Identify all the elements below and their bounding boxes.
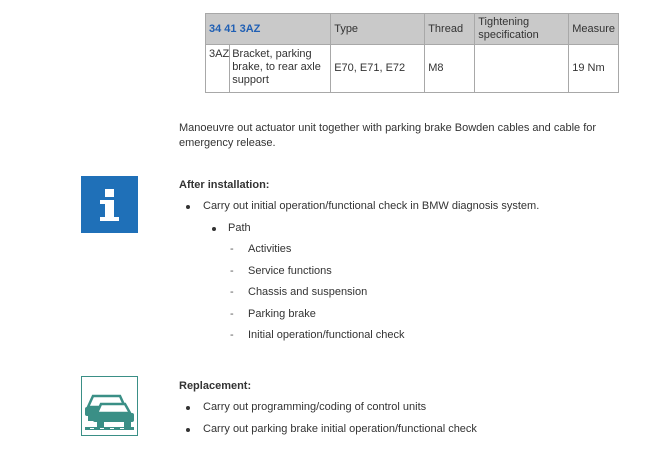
path-item: Chassis and suspension [248,286,368,298]
path-dash: - [230,286,234,298]
cell-description: Bracket, parking brake, to rear axle support [230,45,331,93]
path-dash: - [230,265,234,277]
cell-thread: M8 [425,45,475,93]
bullet-dot [186,205,190,209]
replacement-bullet: Carry out programming/coding of control units [203,401,427,413]
cell-tightening [475,45,569,93]
bullet-dot [186,406,190,410]
tightening-spec-table [205,13,619,93]
header-thread: Thread [425,14,475,45]
cell-position: 3AZ [206,45,230,93]
path-dash: - [230,243,234,255]
vehicle-diagnosis-icon [81,376,138,436]
header-measure: Measure [569,14,619,45]
header-tightening: Tightening specification [475,14,569,45]
path-item: Service functions [248,265,332,277]
replacement-heading: Replacement: [179,380,252,392]
table-header-row [206,14,619,45]
path-dash: - [230,308,234,320]
cell-measure: 19 Nm [569,45,619,93]
instruction-text: Manoeuvre out actuator unit together with parking brake Bowden cables and cable for emergency release. [179,122,597,149]
replacement-bullet: Carry out parking brake initial operation/functional check [203,423,477,435]
diagnosis-check-bullet: Carry out initial operation/functional check in BMW diagnosis system. [203,200,540,212]
cell-type: E70, E71, E72 [331,45,425,93]
path-item: Parking brake [248,308,316,320]
path-dash: - [230,329,234,341]
path-item: Initial operation/functional check [248,329,405,341]
header-type: Type [331,14,425,45]
path-label: Path [228,222,251,234]
after-installation-heading: After installation: [179,179,270,191]
table-row [206,45,619,93]
path-item: Activities [248,243,292,255]
info-icon [81,176,138,233]
bullet-dot [212,227,216,231]
bullet-dot [186,428,190,432]
header-part-number: 34 41 3AZ [206,14,331,45]
